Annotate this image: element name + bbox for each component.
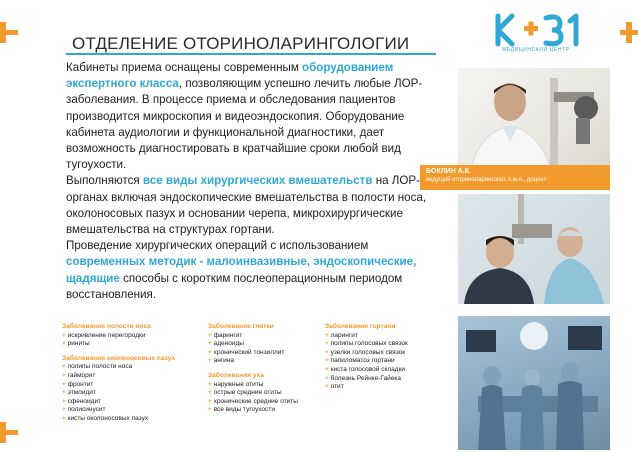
list-item: + полисинусит	[62, 406, 202, 415]
list-item: + сфеноидит	[62, 398, 202, 407]
para1-highlight: оборудованием экспертного класса	[66, 61, 394, 91]
examination-illustration	[458, 194, 610, 304]
list-item: + искривление перегородки	[62, 332, 202, 341]
list-nose	[62, 323, 202, 424]
list-item: + ларингит	[325, 332, 450, 341]
list-item: + этмоидит	[62, 389, 202, 398]
para1-text: Кабинеты приема оснащены современным	[66, 61, 303, 74]
para2-text-end: на ЛОР-органах включая эндоскопические вмешательства в полости носа, околоносовых пазух и основании черепа, микрохирургические вмешательства на структурах гортани.	[66, 174, 427, 237]
list-item: + аденоиды	[208, 340, 318, 349]
list-item: + все виды тугоухости	[208, 406, 318, 415]
list-throat	[208, 323, 318, 415]
list-title: Заболевания уха	[208, 371, 264, 379]
list-item: + кисты околоносовых пазух	[62, 415, 202, 424]
list-item: + фарингит	[208, 332, 318, 341]
para3-text-end: способы с коротким послеоперационным периодом восстановления.	[66, 271, 403, 301]
list-title: Заболевания околоносовых пазух	[62, 354, 176, 362]
k31-logo-icon	[494, 12, 590, 48]
surgery-illustration	[458, 316, 610, 450]
corner-plus-bottom-left-icon-v	[0, 422, 6, 443]
corner-plus-right-icon-v	[626, 22, 632, 43]
para2-text: Выполняются	[66, 174, 143, 188]
list-title: Заболевания гортани	[325, 323, 396, 330]
list-larynx	[325, 323, 450, 392]
doctor-name: БОКЛИН А.К.	[426, 168, 471, 175]
para3-text: Проведение хирургических операций с использованием	[66, 239, 369, 253]
doctor-caption	[420, 165, 610, 190]
surgery-photo	[458, 316, 610, 450]
para1-text-end: , позволяющим успешно лечить любые ЛОР-заболевания. В процессе приема и обследования пациентов производится микроскопия и видеоэндоскопия. Оборудование кабинета аудиологии и функциональной диагностики, дает возможность диагностировать в кратчайшие сроки любой вид тугоухости.	[66, 77, 423, 172]
list-item: + ангина	[208, 357, 318, 366]
list-item: + риниты	[62, 340, 202, 349]
page-title: ОТДЕЛЕНИЕ ОТОРИНОЛАРИНГОЛОГИИ	[72, 34, 410, 53]
corner-plus-left-icon-v	[0, 22, 6, 43]
doctor-role: ведущий оториноларинголог, к.м.н., доцент	[426, 177, 547, 183]
title-underline	[66, 53, 436, 55]
list-item: + наружные отиты	[208, 381, 318, 390]
logo	[494, 12, 584, 52]
list-title: Заболевания полости носа	[62, 323, 151, 330]
list-item: + узелки голосовых связок	[325, 349, 450, 358]
list-item: + болезнь Рейнке-Гайека	[325, 375, 450, 384]
list-title: Заболевание глотки	[208, 323, 274, 330]
list-item: + острые средние отиты	[208, 389, 318, 398]
list-item: + хронический тонзиллит	[208, 349, 318, 358]
list-item: + фронтит	[62, 381, 202, 390]
list-item: + гайморит	[62, 372, 202, 381]
list-item: + полипы полости носа	[62, 363, 202, 372]
examination-photo	[458, 194, 610, 304]
description-text	[66, 60, 446, 303]
para2-highlight: все виды хирургических вмешательств	[142, 174, 373, 188]
list-item: + хронические средние отиты	[208, 398, 318, 407]
para3-highlight: современных методик - малоинвазивные, эндоскопические, щадящие	[66, 255, 417, 285]
list-item: + отит	[325, 383, 450, 392]
list-item: + киста голосовой складки	[325, 366, 450, 375]
list-item: + полипы голосовых связок	[325, 340, 450, 349]
list-item: + папиломатоз гортани	[325, 357, 450, 366]
logo-subtitle: МЕДИЦИНСКИЙ ЦЕНТР	[502, 47, 570, 53]
